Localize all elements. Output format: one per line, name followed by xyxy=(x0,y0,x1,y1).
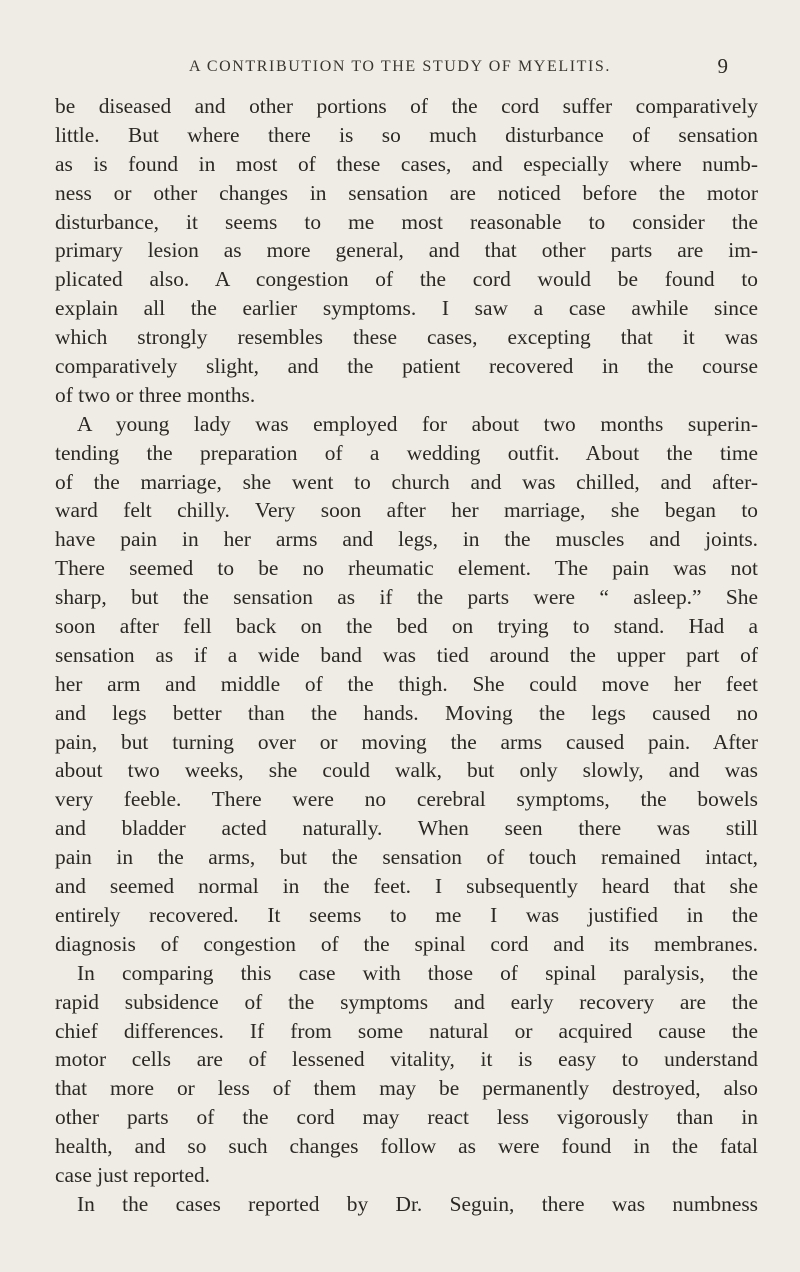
text-line: other parts of the cord may react less vigorously than in xyxy=(55,1105,758,1130)
text-line: which strongly resembles these cases, excepting that it was xyxy=(55,325,758,350)
text-line: There seemed to be no rheumatic element. The pain was not xyxy=(55,556,758,581)
text-line: of the marriage, she went to church and was chilled, and after- xyxy=(55,469,758,494)
text-line: have pain in her arms and legs, in the muscles and joints. xyxy=(55,527,758,552)
text-line: motor cells are of lessened vitality, it is easy to understand xyxy=(55,1047,758,1072)
text-line: and bladder acted naturally. When seen there was still xyxy=(55,816,758,841)
text-line: chief differences. If from some natural or acquired cause the xyxy=(55,1018,758,1043)
text-line: disturbance, it seems to me most reasonable to consider the xyxy=(55,209,758,234)
text-line: comparatively slight, and the patient recovered in the course xyxy=(55,354,758,379)
text-line: pain, but turning over or moving the arms caused pain. After xyxy=(55,729,758,754)
text-line: that more or less of them may be permanently destroyed, also xyxy=(55,1076,758,1101)
text-line: primary lesion as more general, and that other parts are im- xyxy=(55,238,758,263)
text-line: little. But where there is so much disturbance of sensation xyxy=(55,122,758,147)
text-line: sensation as if a wide band was tied around the upper part of xyxy=(55,642,758,667)
text-line: ward felt chilly. Very soon after her marriage, she began to xyxy=(55,498,758,523)
text-line: and legs better than the hands. Moving the legs caused no xyxy=(55,700,758,725)
page-number: 9 xyxy=(717,54,728,78)
text-line: very feeble. There were no cerebral symptoms, the bowels xyxy=(55,787,758,812)
text-line: and seemed normal in the feet. I subsequently heard that she xyxy=(55,874,758,899)
text-line: plicated also. A congestion of the cord would be found to xyxy=(55,267,758,292)
text-line: about two weeks, she could walk, but only slowly, and was xyxy=(55,758,758,783)
text-line: case just reported. xyxy=(55,1162,211,1187)
text-line: pain in the arms, but the sensation of touch remained intact, xyxy=(55,845,758,870)
text-line: her arm and middle of the thigh. She could move her feet xyxy=(55,671,758,696)
text-line: explain all the earlier symptoms. I saw a case awhile since xyxy=(55,296,758,321)
text-line: entirely recovered. It seems to me I was justified in the xyxy=(55,902,758,927)
text-line: ness or other changes in sensation are noticed before the motor xyxy=(55,180,758,205)
text-line: A young lady was employed for about two months superin- xyxy=(77,411,758,436)
text-line: diagnosis of congestion of the spinal cord and its membranes. xyxy=(55,931,758,956)
text-line: as is found in most of these cases, and especially where numb- xyxy=(55,151,758,176)
text-line: In the cases reported by Dr. Seguin, there was numbness xyxy=(77,1191,758,1216)
text-line: be diseased and other portions of the cord suffer comparatively xyxy=(55,94,758,118)
text-line: health, and so such changes follow as were found in the fatal xyxy=(55,1134,758,1159)
text-line: rapid subsidence of the symptoms and early recovery are the xyxy=(55,989,758,1014)
text-line: tending the preparation of a wedding outfit. About the time xyxy=(55,440,758,465)
running-title: A CONTRIBUTION TO THE STUDY OF MYELITIS. xyxy=(188,58,612,75)
text-line: of two or three months. xyxy=(55,382,256,407)
text-line: sharp, but the sensation as if the parts were “ asleep.” She xyxy=(55,585,758,610)
text-line: soon after fell back on the bed on trying to stand. Had a xyxy=(55,614,758,639)
body-text xyxy=(55,92,758,1219)
text-line: In comparing this case with those of spinal paralysis, the xyxy=(77,960,758,985)
